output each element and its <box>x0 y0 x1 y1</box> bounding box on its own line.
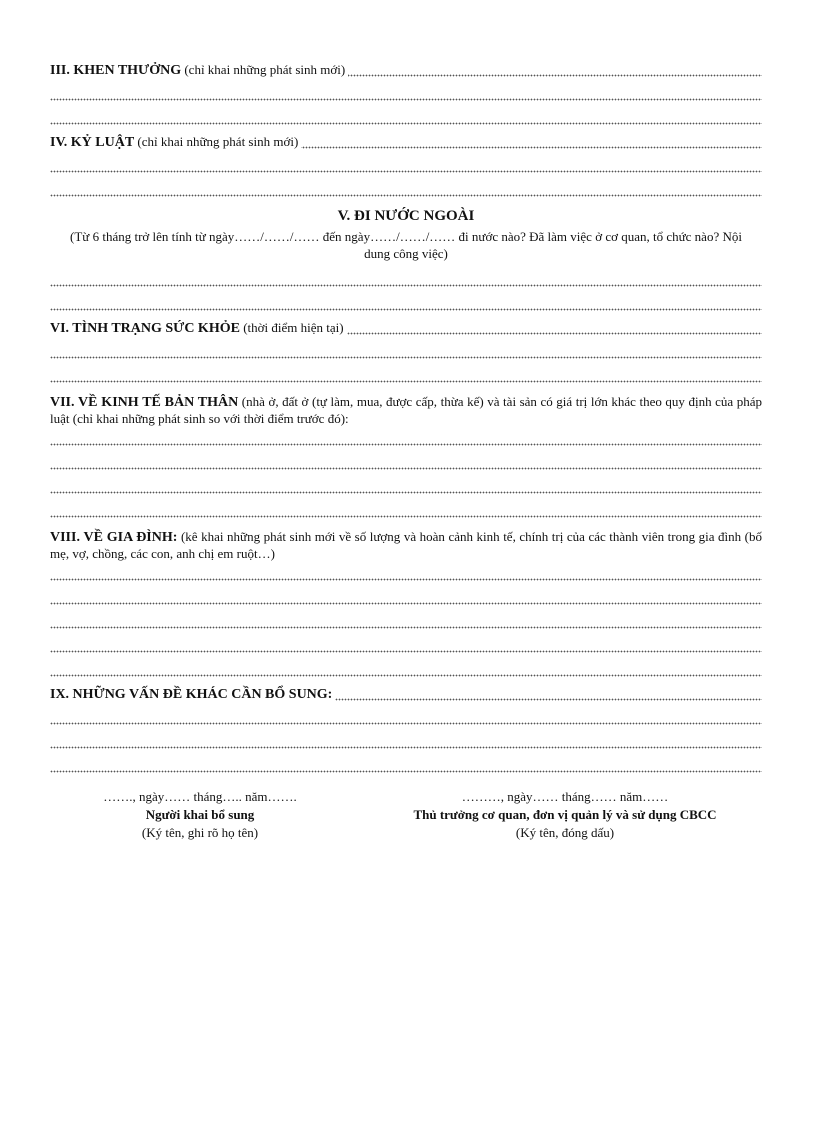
signature-right-role: Thủ trưởng cơ quan, đơn vị quản lý và sử dụng CBCC <box>413 807 717 822</box>
section-6-note: (thời điểm hiện tại) <box>243 320 344 335</box>
section-6-header <box>50 316 762 340</box>
section-7-title: VII. VỀ KINH TẾ BẢN THÂN <box>50 395 239 410</box>
fill-line[interactable] <box>50 451 762 475</box>
section-5-title: V. ĐI NƯỚC NGOÀI <box>337 208 475 224</box>
section-8-note: (kê khai những phát sinh mới về số lượng và hoàn cảnh kinh tế, chính trị của các thành viên trong gia đình (bố mẹ, vợ, chồng, các con, anh chị em ruột…) <box>50 529 763 561</box>
fill-line[interactable] <box>50 730 762 754</box>
fill-line[interactable] <box>50 658 762 682</box>
fill-line[interactable] <box>50 292 762 316</box>
section-8-header <box>50 529 762 562</box>
signature-block <box>50 788 762 848</box>
fill-line[interactable] <box>50 634 762 658</box>
fill-line[interactable] <box>50 364 762 388</box>
signature-right-hint: (Ký tên, đóng dấu) <box>515 825 615 840</box>
fill-line[interactable] <box>50 154 762 178</box>
fill-line[interactable] <box>50 427 762 451</box>
form-page <box>50 58 762 848</box>
fill-line[interactable] <box>50 82 762 106</box>
fill-line[interactable] <box>50 586 762 610</box>
fill-line[interactable] <box>50 610 762 634</box>
fill-line[interactable] <box>50 268 762 292</box>
section-3-note: (chỉ khai những phát sinh mới) <box>184 62 346 77</box>
fill-line[interactable] <box>50 706 762 730</box>
fill-line[interactable] <box>50 754 762 778</box>
signature-declarant <box>50 788 350 842</box>
section-7-header <box>50 394 762 427</box>
signature-right-date[interactable]: ………, ngày…… tháng…… năm…… <box>461 789 669 804</box>
signature-left-hint: (Ký tên, ghi rõ họ tên) <box>141 825 259 840</box>
fill-line[interactable] <box>50 178 762 202</box>
section-3-title: III. KHEN THƯỞNG <box>50 63 182 78</box>
section-6-title: VI. TÌNH TRẠNG SỨC KHỎE <box>50 321 240 336</box>
section-4-note: (chỉ khai những phát sinh mới) <box>137 134 299 149</box>
fill-line[interactable] <box>50 106 762 130</box>
signature-head <box>368 788 762 842</box>
section-4-header <box>50 130 762 154</box>
section-4-title: IV. KỶ LUẬT <box>50 135 135 150</box>
fill-line[interactable] <box>50 499 762 523</box>
fill-line[interactable] <box>50 562 762 586</box>
fill-line[interactable] <box>50 340 762 364</box>
signature-left-date[interactable]: ……., ngày…… tháng….. năm……. <box>103 789 297 804</box>
section-9-title: IX. NHỮNG VẤN ĐỀ KHÁC CẦN BỔ SUNG: <box>50 687 333 702</box>
signature-left-role: Người khai bổ sung <box>145 807 255 822</box>
section-8-title: VIII. VỀ GIA ĐÌNH: <box>50 530 178 545</box>
section-7-note: (nhà ở, đất ở (tự làm, mua, được cấp, thừa kế) và tài sản có giá trị lớn khác theo quy định của pháp luật (chỉ khai những phát sinh so với thời điểm trước đó): <box>50 394 763 426</box>
section-5-note: (Từ 6 tháng trở lên tính từ ngày……/……/…… đến ngày……/……/…… đi nước nào? Đã làm việc ở cơ quan, tổ chức nào? Nội dung công việc) <box>70 229 742 261</box>
section-9-header <box>50 682 762 706</box>
fill-line[interactable] <box>50 475 762 499</box>
section-3-header <box>50 58 762 82</box>
